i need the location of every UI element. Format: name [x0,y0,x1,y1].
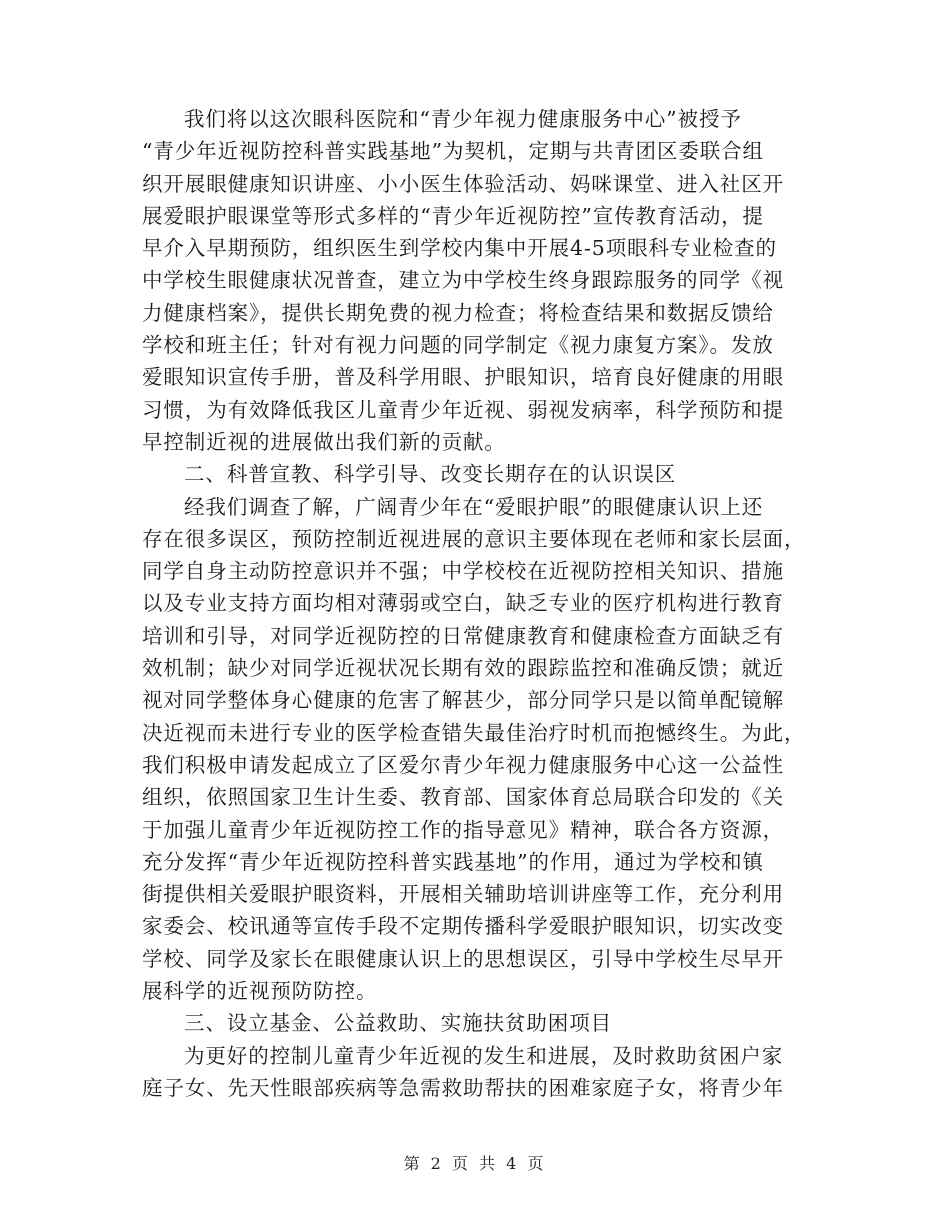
document-body [142,103,810,1104]
text-line: 展科学的近视预防防控。 [142,979,378,1004]
text-line: 存在很多误区，预防控制近视进展的意识主要体现在老师和家长层面， [142,526,806,551]
text-line: 我们将以这次眼科医院和“青少年视力健康服务中心”被授予 [184,107,742,131]
text-line: 早介入早期预防，组织医生到学校内集中开展4-5项眼科专业检查的 [142,236,777,261]
text-line: 为更好的控制儿童青少年近视的发生和进展，及时救助贫困户家 [184,1043,784,1068]
text-line: 街提供相关爱眼护眼资料，开展相关辅助培训讲座等工作，充分利用 [142,882,784,907]
text-line: 决近视而未进行专业的医学检查错失最佳治疗时机而抱憾终生。为此， [142,720,806,745]
page-number-footer: 第 2 页 共 4 页 [403,1154,547,1173]
text-line: 充分发挥“青少年近视防控科普实践基地”的作用，通过为学校和镇 [142,849,764,874]
text-line: 学校和班主任；针对有视力问题的同学制定《视力康复方案》。发放 [142,333,774,358]
text-line: 以及专业支持方面均相对薄弱或空白，缺乏专业的医疗机构进行教育 [142,591,784,616]
text-line: 中学校生眼健康状况普查，建立为中学校生终身跟踪服务的同学《视 [142,268,784,293]
text-line: 于加强儿童青少年近视防控工作的指导意见》精神，联合各方资源， [142,817,784,842]
text-line: 织开展眼健康知识讲座、小小医生体验活动、妈咪课堂、进入社区开 [142,171,784,196]
section-heading: 二、科普宣教、科学引导、改变长期存在的认识误区 [184,462,677,487]
text-line: 庭子女、先天性眼部疾病等急需救助帮扶的困难家庭子女，将青少年 [142,1075,784,1100]
text-line: 我们积极申请发起成立了区爱尔青少年视力健康服务中心这一公益性 [142,752,784,777]
text-line: 经我们调查了解，广阔青少年在“爱眼护眼”的眼健康认识上还 [184,494,764,519]
text-line: 培训和引导，对同学近视防控的日常健康教育和健康检查方面缺乏有 [142,623,784,648]
text-line: 展爱眼护眼课堂等形式多样的“青少年近视防控”宣传教育活动，提 [142,203,764,228]
text-line: 学校、同学及家长在眼健康认识上的思想误区，引导中学校生尽早开 [142,946,784,971]
text-line: 习惯，为有效降低我区儿童青少年近视、弱视发病率，科学预防和提 [142,397,784,422]
text-line: 效机制；缺少对同学近视状况长期有效的跟踪监控和准确反馈；就近 [142,656,784,681]
text-line: 力健康档案》，提供长期免费的视力检查；将检查结果和数据反馈给 [142,300,774,325]
text-line: 家委会、校讯通等宣传手段不定期传播科学爱眼护眼知识，切实改变 [142,914,784,939]
text-line: 爱眼知识宣传手册，普及科学用眼、护眼知识，培育良好健康的用眼 [142,365,784,390]
text-line: 同学自身主动防控意识并不强；中学校校在近视防控相关知识、措施 [142,559,784,584]
section-heading: 三、设立基金、公益救助、实施扶贫助困项目 [184,1011,612,1036]
text-line: 早控制近视的进展做出我们新的贡献。 [142,429,506,454]
text-line: “青少年近视防控科普实践基地”为契机，定期与共青团区委联合组 [142,139,764,164]
text-line: 视对同学整体身心健康的危害了解甚少，部分同学只是以简单配镜解 [142,688,784,713]
text-line: 组织，依照国家卫生计生委、教育部、国家体育总局联合印发的《关 [142,785,784,810]
